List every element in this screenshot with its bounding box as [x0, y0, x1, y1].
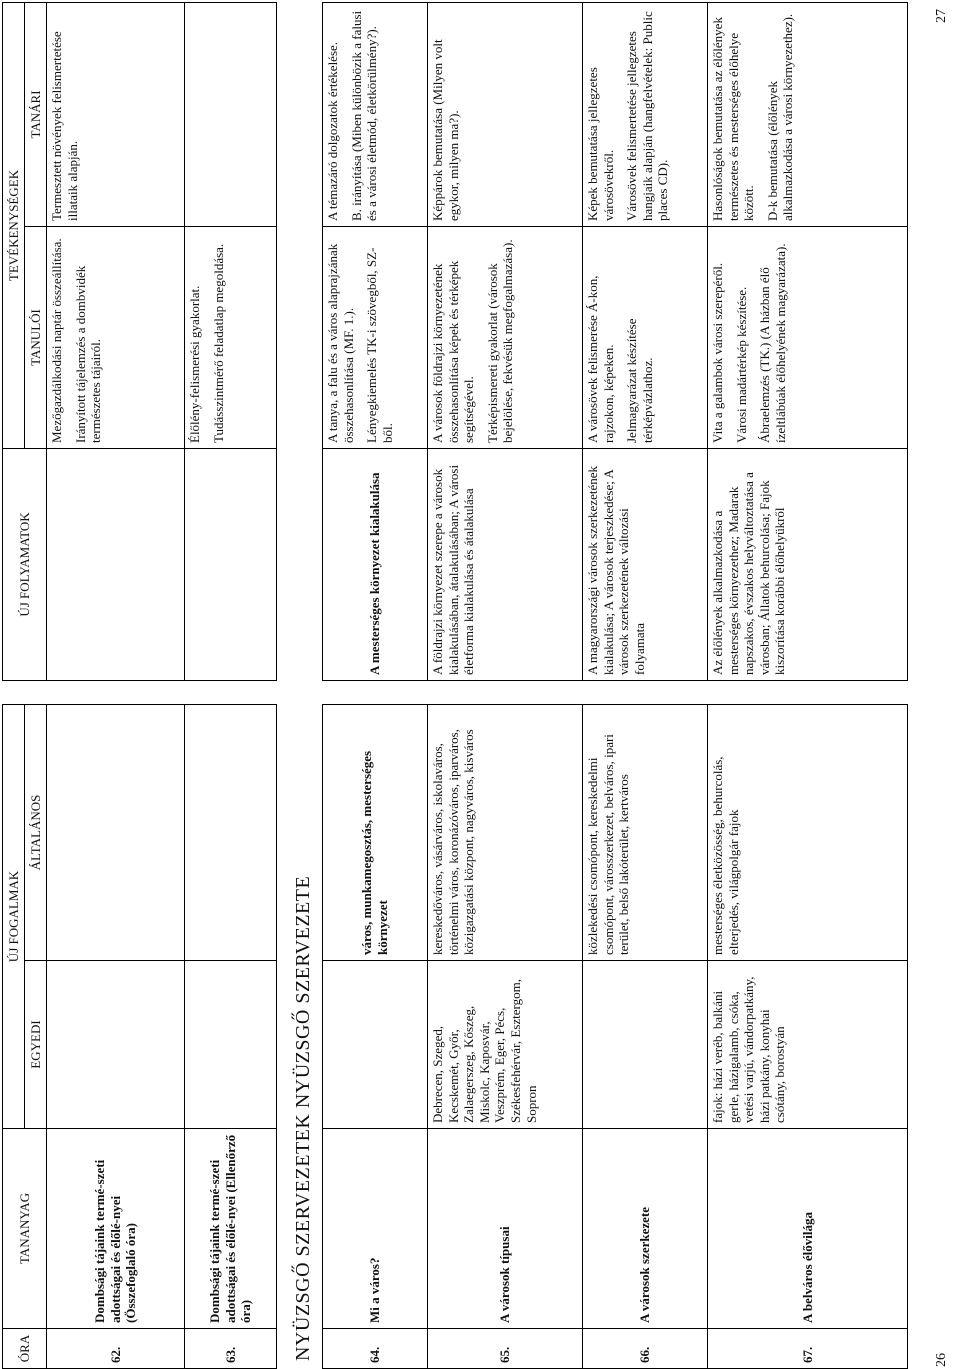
r67-tanuloi-2: Városi madártérkép készítése.	[733, 286, 749, 443]
r67-tanari-2: D-k bemutatása (élőlények alkalmazkodása a városi környezethez).	[764, 13, 796, 221]
page-26-table-top	[2, 704, 277, 1369]
r67-tanuloi-3: Ábraelemzés (TK.) (A házban élő ízeltlábúak élőhelyének magyarázata).	[757, 243, 788, 443]
r65-num: 65.	[428, 1329, 583, 1369]
hdr-tanuloi: TANULÓI	[25, 227, 47, 449]
r65-tanuloi-2: Térképismereti gyakorlat (városok bejelölése, fekvésük megfogalmazása).	[484, 239, 516, 443]
r65-folyamatok: A földrajzi környezet szerepe a városok kialakulásában, átalakulásában; A városi életforma kialakulása és átalakulása	[428, 449, 583, 681]
page-27-sheet	[0, 3, 960, 681]
r64-tanari-1: A témazáró dolgozatok értékelése.	[325, 41, 340, 221]
r64-tanari	[323, 3, 428, 227]
r63-num: 63.	[185, 1329, 277, 1369]
r63-tanuloi-2: Tudásszintmérő feladatlap megoldása.	[210, 243, 226, 443]
r63-folyamatok	[185, 449, 277, 681]
r65-tananyag: A városok típusai	[428, 1129, 583, 1329]
r62-num: 62.	[47, 1329, 185, 1369]
r63-egyedi	[185, 961, 277, 1129]
r62-egyedi	[47, 961, 185, 1129]
section-title: NYÜZSGŐ SZERVEZETEK NYÜZSGŐ SZERVEZETE	[292, 875, 314, 1361]
hdr-tevekenysegek: TEVÉKENYSÉGEK	[3, 3, 25, 449]
r65-tanari-1: Képpárok bemutatása (Milyen volt egykor, milyen ma?).	[430, 39, 461, 221]
r62-tanuloi-1: Mezőgazdálkodási naptár összeállítása.	[49, 238, 64, 443]
r65-altalanos: kereskedőváros, vásárváros, iskolaváros, történelmi város, koronázóváros, iparváros, közigazgatási központ, nagyváros, kisváros	[428, 705, 583, 961]
r62-tanari-1: Termesztett növények felismertetése illataik alapján.	[49, 31, 80, 221]
page-26-table-bottom	[322, 704, 908, 1369]
hdr-uj-folyamatok: ÚJ FOLYAMATOK	[3, 449, 47, 681]
r67-tananyag: A belváros élővilága	[708, 1129, 908, 1329]
r67-num: 67.	[708, 1329, 908, 1369]
r66-tanari	[583, 3, 708, 227]
r66-num: 66.	[583, 1329, 708, 1369]
r62-folyamatok	[47, 449, 185, 681]
r64-tanuloi-2: Lényegkiemelés TK-i szövegből, SZ-ből.	[364, 247, 395, 443]
r65-tanuloi-1: A városok földrajzi környezetének összehasonlítása képek és térképek segítségével.	[430, 260, 477, 443]
r67-tanuloi-1: Vita a galambok városi szerepéről.	[710, 262, 725, 443]
r63-tanuloi	[185, 227, 277, 449]
r64-tanari-2: B. irányítása (Miben különbözik a falusi és a városi életmód, életkörülmény?).	[348, 10, 380, 221]
r67-tanari-1: Hasonlóságok bemutatása az élőlények természetes és mesterséges élőhelye között.	[710, 17, 757, 221]
r63-tanuloi-1: Élőlény-felismerési gyakorlat.	[187, 285, 202, 443]
r67-tanuloi	[708, 227, 908, 449]
r66-folyamatok: A magyarországi városok szerkezetének kialakulása; A városok terjeszkedése; A városok szerkezetének változási folyamata	[583, 449, 708, 681]
hdr-uj-fogalmak: ÚJ FOGALMAK	[3, 705, 25, 1129]
r64-egyedi	[323, 961, 428, 1129]
r67-egyedi: fajok: házi veréb, balkáni gerle, házigalamb, csóka, vetési varjú, vándorpatkány, házi patkány, konyhai csótány, borostyán	[708, 961, 908, 1129]
r62-tanuloi-2: Irányított tájelemzés a dombvidék természetes tájairól.	[72, 265, 104, 443]
r67-tanari	[708, 3, 908, 227]
hdr-altalanos: ÁLTALÁNOS	[25, 705, 47, 961]
r66-egyedi	[583, 961, 708, 1129]
r67-folyamatok: Az élőlények alkalmazkodása a mesterséges környezethez; Madarak napszakos, évszakos helyváltoztatása a városban; Állatok behurcolása; Fajok kiszorítása korábbi élőhelyükről	[708, 449, 908, 681]
r66-tanari-2: Városövek felismertetése jellegzetes hangjaik alapján (hangfelvételek: Public places CD).	[624, 11, 671, 221]
r63-altalanos	[185, 705, 277, 961]
page-26-sheet	[0, 705, 960, 1369]
r66-tananyag: A városok szerkezete	[583, 1129, 708, 1329]
hdr-tanari: TANÁRI	[25, 3, 47, 227]
r64-tananyag: Mi a város?	[323, 1129, 428, 1329]
r65-tanuloi	[428, 227, 583, 449]
r62-tanuloi	[47, 227, 185, 449]
page-27-table-top	[2, 2, 277, 681]
page-26-number: 26	[934, 1353, 949, 1367]
hdr-ora: ÓRA	[3, 1329, 47, 1369]
r66-tanari-1: Képek bemutatása jellegzetes városövekről.	[585, 67, 616, 221]
r66-altalanos: közlekedési csomópont, kereskedelmi csomópont, városszerkezet, belváros, ipari terület, belső lakóterület, kertváros	[583, 705, 708, 961]
r65-egyedi: Debrecen, Szeged, Kecskemét, Győr, Zalaegerszeg, Kőszeg, Miskolc, Kaposvár, Veszprém, Eger, Pécs, Székesfehérvár, Esztergom, Sopron	[428, 961, 583, 1129]
r62-tananyag: Dombsági tájaink termé-szeti adottságai és élőlé-nyei (Összefoglaló óra)	[47, 1129, 185, 1329]
r63-tananyag: Dombsági tájaink termé-szeti adottságai és élőlé-nyei (Ellenőrző óra)	[185, 1129, 277, 1329]
r63-tanari	[185, 3, 277, 227]
hdr-tananyag: TANANYAG	[3, 1129, 47, 1329]
r66-tanuloi	[583, 227, 708, 449]
r67-altalanos: mesterséges életközösség, behurcolás, elterjedés, világpolgár fajok	[708, 705, 908, 961]
page-27-number: 27	[934, 9, 949, 23]
hdr-egyedi: EGYEDI	[25, 961, 47, 1129]
r66-tanuloi-2: Jelmagyarázat készítése térképvázlathoz.	[624, 318, 655, 443]
r65-tanari	[428, 3, 583, 227]
r64-num: 64.	[323, 1329, 428, 1369]
page-27-table-bottom	[322, 2, 908, 681]
r62-altalanos	[47, 705, 185, 961]
r64-tanuloi	[323, 227, 428, 449]
r64-altalanos: város, munkamegosztás, mesterséges környezet	[323, 705, 428, 961]
r62-tanari	[47, 3, 185, 227]
r66-tanuloi-1: A városövek felismerése Á-kon, rajzokon, képeken.	[585, 275, 616, 443]
r64-folyamatok: A mesterséges környezet kialakulása	[323, 449, 428, 681]
r64-tanuloi-1: A tanya, a falu és a város alaprajzának összehasonlítása (MF. 1.).	[325, 243, 356, 443]
